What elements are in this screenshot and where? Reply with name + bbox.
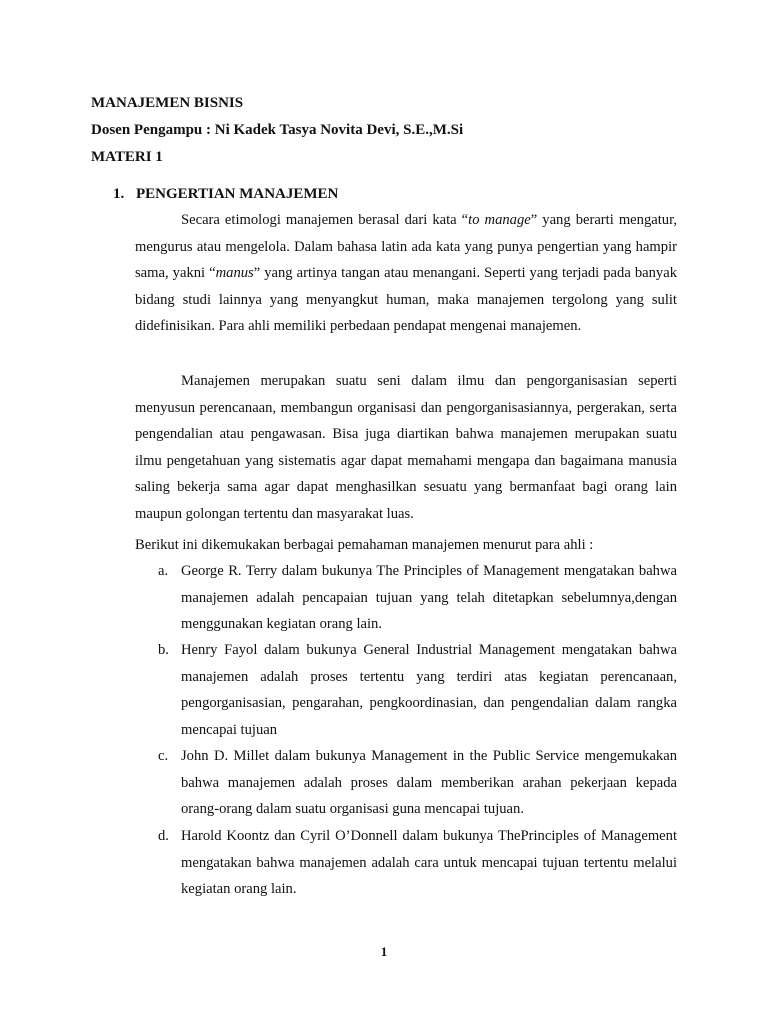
course-title: MANAJEMEN BISNIS bbox=[91, 95, 244, 111]
lecturer-line: Dosen Pengampu : Ni Kadek Tasya Novita Devi, S.E.,M.Si bbox=[91, 122, 464, 138]
list-marker: a. bbox=[158, 563, 169, 579]
paragraph-text: ” yang artinya tangan atau menangani. Seperti yang terjadi pada banyak bidang studi lainnya yang menyangkut human, maka manajemen tergolong yang sulit didefinisikan. Para ahli memiliki perbedaan pendapat mengenai manajemen. bbox=[135, 265, 677, 334]
paragraph-etymology bbox=[135, 207, 677, 340]
section-title: PENGERTIAN MANAJEMEN bbox=[136, 186, 339, 202]
list-intro: Berikut ini dikemukakan berbagai pemahaman manajemen menurut para ahli : bbox=[135, 537, 594, 553]
list-marker: d. bbox=[158, 828, 169, 844]
italic-term: manus bbox=[215, 265, 254, 281]
list-item-text: John D. Millet dalam bukunya Management in the Public Service mengemukakan bahwa manajemen adalah proses dalam memberikan arahan pekerjaan kepada orang-orang dalam suatu organisasi guna mencapai tujuan. bbox=[181, 748, 677, 817]
italic-term: to manage bbox=[468, 212, 531, 228]
paragraph-text: ” yang berarti mengatur, mengurus atau mengelola. Dalam bahasa latin ada kata yang punya pengertian yang hampir sama, yakni “ bbox=[135, 212, 677, 281]
section-heading bbox=[113, 184, 338, 204]
list-item-text: George R. Terry dalam bukunya The Principles of Management mengatakan bahwa manajemen adalah pencapaian tujuan yang telah ditetapkan sebelumnya,dengan menggunakan kegiatan orang lain. bbox=[181, 563, 677, 632]
list-marker: b. bbox=[158, 642, 169, 658]
page-number: 1 bbox=[380, 944, 388, 959]
list-item-text: Harold Koontz dan Cyril O’Donnell dalam bukunya ThePrinciples of Management mengatakan bahwa manajemen adalah cara untuk mencapai tujuan tertentu melalui kegiatan orang lain. bbox=[181, 828, 677, 897]
list-marker: c. bbox=[158, 748, 169, 764]
section-number: 1. bbox=[113, 186, 125, 202]
list-item-text: Henry Fayol dalam bukunya General Industrial Management mengatakan bahwa manajemen adalah proses tertentu yang terdiri atas kegiatan perencanaan, pengorganisasian, pengarahan, pengkoordinasian, dan pengendalian dalam rangka mencapai tujuan bbox=[181, 642, 677, 738]
paragraph-definition: Manajemen merupakan suatu seni dalam ilmu dan pengorganisasian seperti menyusun perencanaan, membangun organisasi dan pengorganisasiannya, pergerakan, serta pengendalian atau pengawasan. Bisa juga diartikan bahwa manajemen merupakan suatu ilmu pengetahuan yang sistematis agar dapat memahami mengapa dan bagaimana manusia saling bekerja sama agar dapat menghasilkan sesuatu yang bermanfaat bagi orang lain maupun golongan tertentu dan masyarakat luas. bbox=[135, 373, 677, 522]
material-label: MATERI 1 bbox=[91, 149, 163, 165]
paragraph-text: Secara etimologi manajemen berasal dari kata “ bbox=[181, 212, 469, 228]
